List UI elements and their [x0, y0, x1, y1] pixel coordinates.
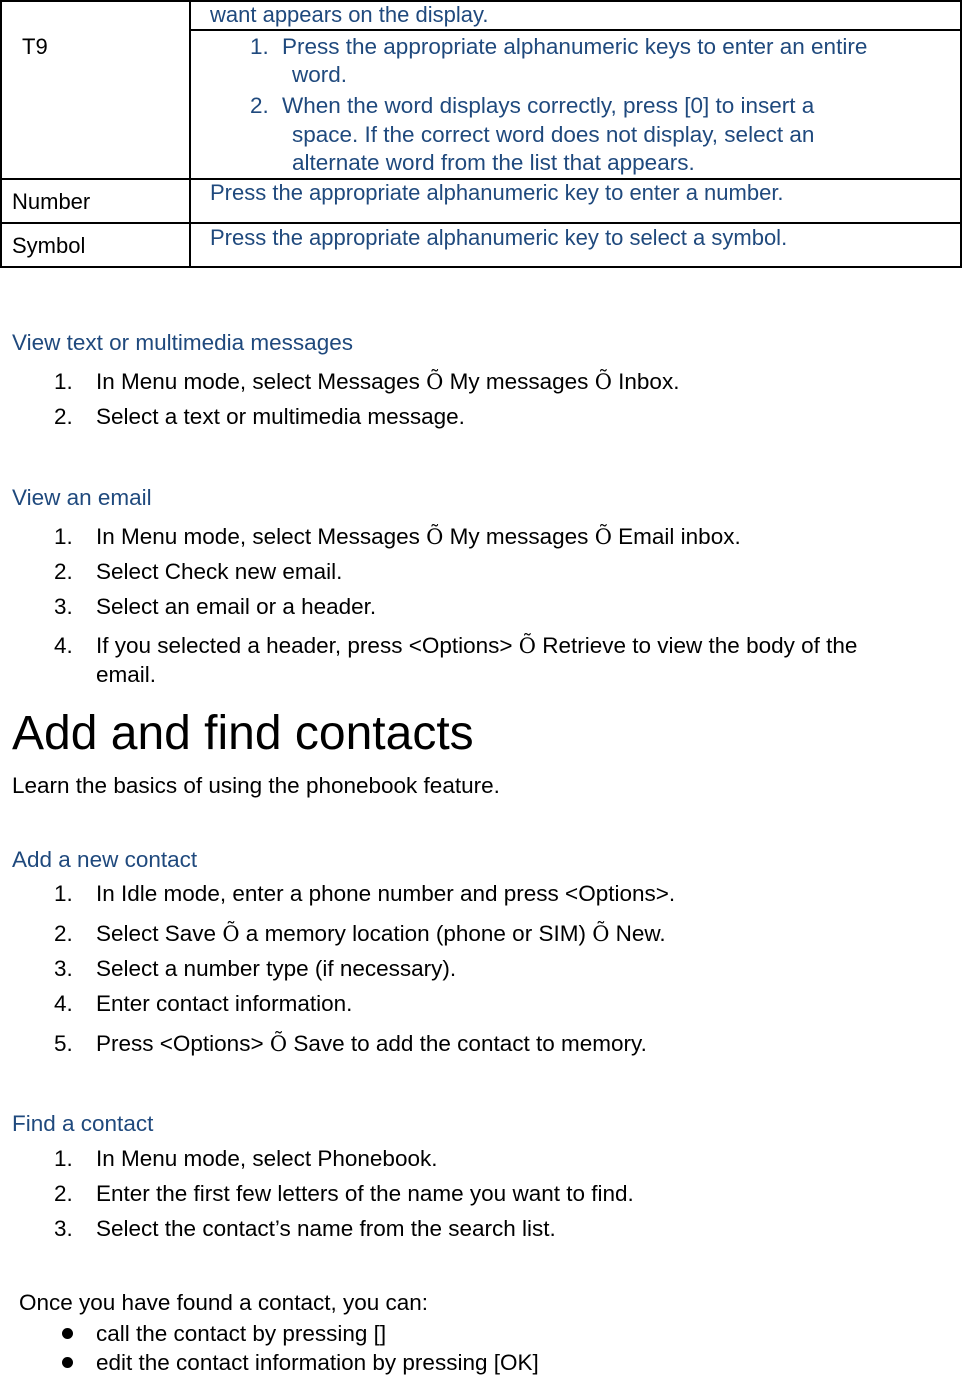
step-text: In Menu mode, select Messages Õ My messages Õ Inbox. — [96, 369, 680, 394]
step-text: In Menu mode, select Phonebook. — [96, 1146, 438, 1171]
step-text: Press <Options> Õ Save to add the contact to memory. — [96, 1031, 647, 1056]
bullet-text: call the contact by pressing [] — [96, 1321, 387, 1346]
t9-step-continuation: word. — [292, 62, 348, 87]
arrow-icon: Õ — [594, 370, 612, 394]
section-intro: Learn the basics of using the phonebook feature. — [12, 773, 500, 798]
step-number: 2. — [54, 559, 73, 584]
step-text: email. — [96, 662, 157, 687]
step-number: 2. — [54, 1181, 73, 1206]
step-text: Select a number type (if necessary). — [96, 956, 457, 981]
step-number: 3. — [54, 1216, 73, 1241]
step-text: Select a text or multimedia message. — [96, 404, 465, 429]
bullet-icon — [62, 1328, 73, 1339]
step-text: Select the contact’s name from the search list. — [96, 1216, 556, 1241]
arrow-icon: Õ — [592, 922, 610, 946]
t9-step-continuation: space. If the correct word does not display, select an — [292, 122, 815, 147]
step-text: If you selected a header, press <Options> Õ Retrieve to view the body of the — [96, 633, 858, 658]
step-number: 2. — [54, 921, 73, 946]
step-number: 1. — [54, 1146, 73, 1171]
bullet-icon — [62, 1357, 73, 1368]
arrow-icon: Õ — [594, 525, 612, 549]
arrow-icon: Õ — [222, 922, 240, 946]
bullet-text: edit the contact information by pressing [OK] — [96, 1350, 539, 1375]
step-number: 1. — [54, 881, 73, 906]
step-number: 1. — [54, 369, 73, 394]
step-text: Enter the first few letters of the name you want to find. — [96, 1181, 634, 1206]
section-heading: View an email — [12, 485, 152, 510]
step-text: Select Check new email. — [96, 559, 343, 584]
step-text: Select an email or a header. — [96, 594, 377, 619]
step-number: 2. — [54, 404, 73, 429]
step-number: 5. — [54, 1031, 73, 1056]
section-heading: Find a contact — [12, 1111, 154, 1136]
section-heading: Add a new contact — [12, 847, 198, 872]
step-number: 4. — [54, 633, 73, 658]
t9-step-continuation: alternate word from the list that appears. — [292, 150, 695, 175]
step-text: Press the appropriate alphanumeric keys to enter an entire — [282, 34, 868, 59]
step-number: 3. — [54, 956, 73, 981]
section-heading: View text or multimedia messages — [12, 330, 353, 355]
step-number: 4. — [54, 991, 73, 1016]
arrow-icon: Õ — [426, 525, 444, 549]
step-text: Select Save Õ a memory location (phone or SIM) Õ New. — [96, 921, 666, 946]
arrow-icon: Õ — [518, 634, 536, 658]
mode-desc-symbol: Press the appropriate alphanumeric key to select a symbol. — [210, 225, 788, 250]
table-cell-text: want appears on the display. — [210, 2, 489, 27]
step-text: Enter contact information. — [96, 991, 353, 1016]
options-intro: Once you have found a contact, you can: — [19, 1290, 429, 1315]
step-number: 1. — [250, 34, 269, 59]
step-text: In Menu mode, select Messages Õ My messages Õ Email inbox. — [96, 524, 741, 549]
step-number: 2. — [250, 93, 269, 118]
arrow-icon: Õ — [426, 370, 444, 394]
input-modes-table — [0, 0, 962, 268]
step-text: In Idle mode, enter a phone number and press <Options>. — [96, 881, 676, 906]
mode-name-t9: T9 — [22, 34, 48, 59]
arrow-icon: Õ — [269, 1032, 288, 1056]
mode-name-number: Number — [12, 189, 91, 214]
step-number: 3. — [54, 594, 73, 619]
step-text: When the word displays correctly, press [0] to insert a — [282, 93, 815, 118]
page-title: Add and find contacts — [12, 707, 474, 760]
step-number: 1. — [54, 524, 73, 549]
mode-desc-number: Press the appropriate alphanumeric key to enter a number. — [210, 180, 784, 205]
mode-name-symbol: Symbol — [12, 233, 86, 258]
